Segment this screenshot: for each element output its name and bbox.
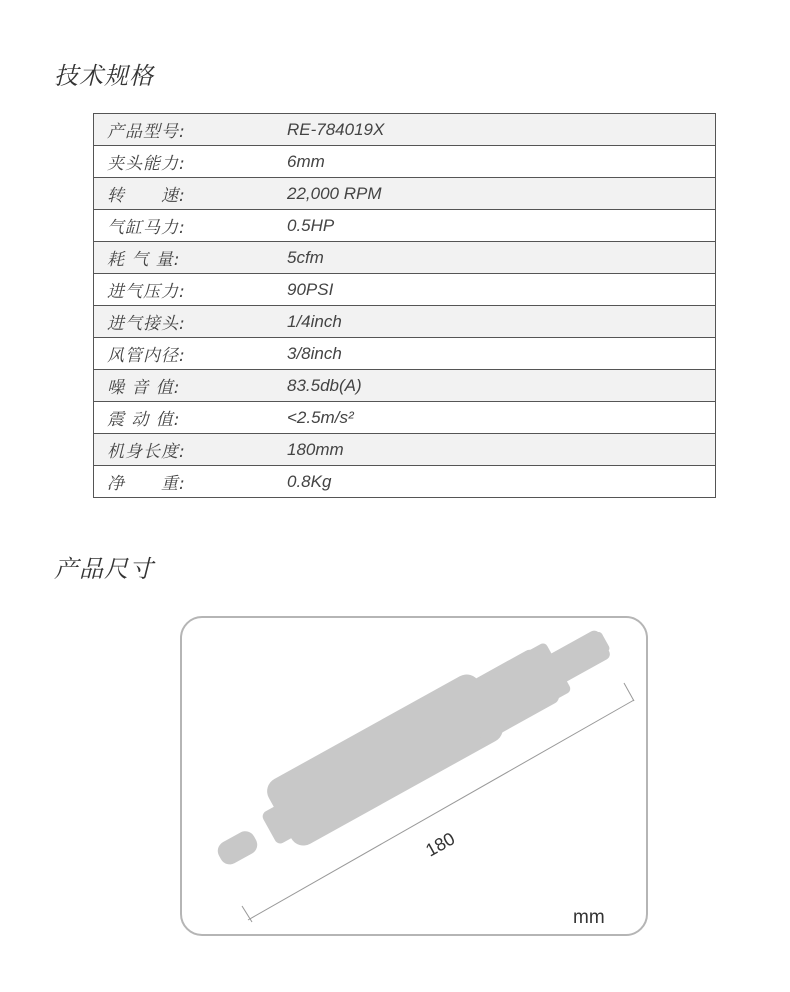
spec-value: <2.5m/s² (287, 402, 716, 434)
spec-label: 机身长度: (94, 434, 288, 466)
specs-section-title: 技术规格 (54, 62, 154, 90)
spec-value: 0.5HP (287, 210, 716, 242)
collet-nose (214, 828, 261, 868)
spec-value: 6mm (287, 146, 716, 178)
spec-label: 震 动 值: (94, 402, 288, 434)
spec-label: 气缸马力: (94, 210, 288, 242)
dims-section-title: 产品尺寸 (54, 555, 154, 583)
spec-value: 180mm (287, 434, 716, 466)
spec-value: 90PSI (287, 274, 716, 306)
unit-label: mm (573, 907, 605, 928)
spec-value: 22,000 RPM (287, 178, 716, 210)
spec-label: 耗 气 量: (94, 242, 288, 274)
spec-value: 1/4inch (287, 306, 716, 338)
spec-label: 转 速: (94, 178, 288, 210)
spec-label: 产品型号: (94, 114, 288, 146)
spec-label: 夹头能力: (94, 146, 288, 178)
product-silhouette (214, 628, 612, 868)
spec-value: 3/8inch (287, 338, 716, 370)
length-dimension-label: 180 (422, 828, 459, 861)
spec-value: 0.8Kg (287, 466, 716, 498)
spec-value: RE-784019X (287, 114, 716, 146)
spec-label: 进气压力: (94, 274, 288, 306)
spec-label: 噪 音 值: (94, 370, 288, 402)
spec-value: 83.5db(A) (287, 370, 716, 402)
spec-label: 净 重: (94, 466, 288, 498)
spec-label: 风管内径: (94, 338, 288, 370)
spec-label: 进气接头: (94, 306, 288, 338)
spec-value: 5cfm (287, 242, 716, 274)
